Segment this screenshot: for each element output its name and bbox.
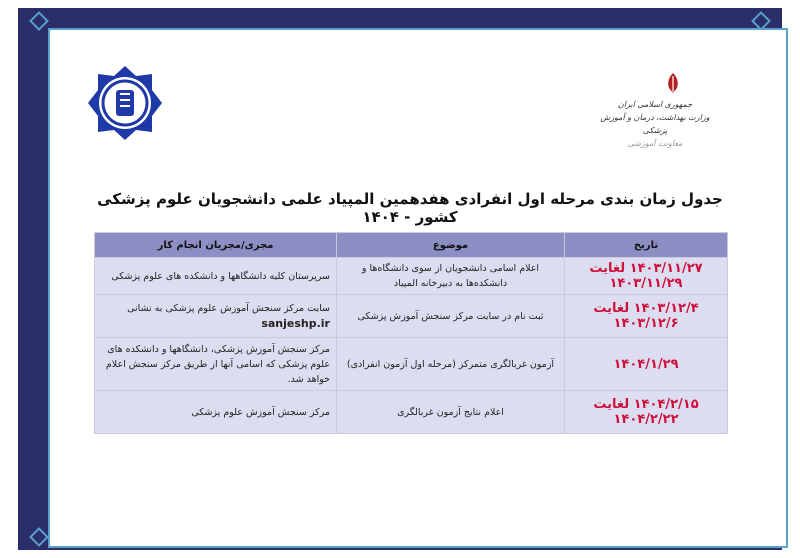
table-header-row: [95, 233, 728, 258]
date-cell: ۱۴۰۴/۱/۲۹: [565, 338, 728, 391]
executor-text: سایت مرکز سنجش آموزش علوم پزشکی به نشانی: [127, 302, 330, 314]
iran-emblem-icon: [660, 70, 686, 96]
executor-cell: مرکز سنجش آموزش علوم پزشکی: [95, 391, 337, 434]
topic-cell: آزمون غربالگری متمرکز (مرحله اول آزمون انفرادی): [337, 338, 565, 391]
column-header-executor: مجری/مجریان انجام کار: [95, 233, 337, 258]
gov-line: جمهوری اسلامی ایران: [617, 100, 693, 109]
gov-line: وزارت بهداشت، درمان و آموزش پزشکی: [600, 113, 710, 135]
page-title: جدول زمان بندی مرحله اول انفرادی هفدهمین المپیاد علمی دانشجویان علوم پزشکی کشور - ۱۴۰۴: [97, 190, 723, 226]
table-row: [95, 295, 728, 338]
topic-cell: اعلام نتایج آزمون غربالگری: [337, 391, 565, 434]
olympiad-logo: [86, 64, 164, 142]
date-cell: ۱۴۰۳/۱۲/۴ لغایت ۱۴۰۳/۱۲/۶: [565, 295, 728, 338]
website-link[interactable]: sanjeshp.ir: [261, 316, 330, 330]
executor-cell: [95, 295, 337, 338]
topic-cell: ثبت نام در سایت مرکز سنجش آموزش پزشکی: [337, 295, 565, 338]
column-header-date: تاریخ: [565, 233, 728, 258]
table-row: [95, 391, 728, 434]
column-header-topic: موضوع: [337, 233, 565, 258]
date-cell: ۱۴۰۳/۱۱/۲۷ لغایت ۱۴۰۳/۱۱/۲۹: [565, 258, 728, 295]
topic-cell: اعلام اسامی دانشجویان از سوی دانشگاه‌ها و دانشکده‌ها به دبیرخانه المپیاد: [337, 258, 565, 295]
executor-cell: مرکز سنجش آموزش پزشکی، دانشگاهها و دانشکده های علوم پزشکی که اسامی آنها از طریق مرکز سنجش اعلام خواهد شد.: [95, 338, 337, 391]
executor-cell: سرپرستان کلیه دانشگاهها و دانشکده های علوم پزشکی: [95, 258, 337, 295]
schedule-table: [94, 232, 728, 434]
gov-line: معاونت آموزشی: [627, 139, 683, 148]
date-cell: ۱۴۰۴/۲/۱۵ لغایت ۱۴۰۴/۲/۲۲: [565, 391, 728, 434]
table-row: [95, 338, 728, 391]
ministry-header: [600, 98, 710, 150]
table-row: [95, 258, 728, 295]
